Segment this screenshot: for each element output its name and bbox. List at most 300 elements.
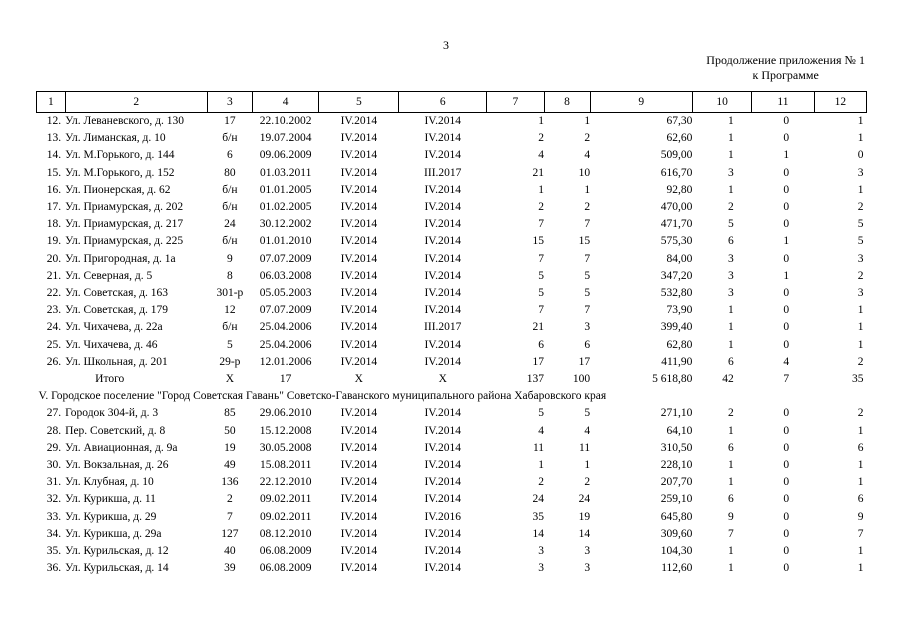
table-cell: 21. [46, 269, 62, 282]
table-cell: 3 [584, 545, 591, 558]
table-cell: Ул. Чихачева, д. 46 [65, 338, 158, 351]
table-cell: IV.2014 [424, 218, 461, 231]
table-cell: 29.06.2010 [259, 407, 312, 420]
table-cell: IV.2014 [424, 132, 461, 145]
table-cell: 1 [857, 183, 864, 196]
table-cell: 30.05.2008 [259, 441, 312, 454]
table-cell: 12 [224, 304, 236, 317]
page-number: 3 [443, 38, 449, 52]
table-cell: IV.2014 [424, 269, 461, 282]
table-cell: 7 [538, 304, 545, 317]
column-header-8: 8 [544, 92, 590, 113]
table-cell: 0 [783, 218, 790, 231]
table-cell: 17 [224, 115, 236, 127]
table-cell: IV.2014 [424, 304, 461, 317]
table-cell: 1 [584, 115, 591, 127]
total-row [37, 371, 867, 388]
table-cell: 07.07.2009 [259, 252, 312, 265]
table-cell: 301-р [216, 287, 244, 300]
table-cell: 228,10 [660, 459, 693, 472]
table-cell: IV.2014 [340, 476, 378, 489]
table-cell: 9 [728, 510, 734, 523]
table-cell: 509,00 [660, 149, 693, 162]
table-cell: б/н [222, 132, 238, 145]
column-header-12: 12 [814, 92, 866, 113]
table-cell: Х [354, 373, 363, 386]
table-cell: IV.2014 [424, 252, 461, 265]
table-row [37, 130, 867, 147]
table-cell: IV.2014 [424, 493, 461, 506]
table-cell: IV.2014 [424, 183, 461, 196]
table-cell: 309,60 [660, 527, 693, 540]
table-cell: 7 [227, 510, 233, 523]
table-cell: 1 [783, 269, 790, 282]
table-cell: 5 [857, 218, 864, 231]
table-cell: 0 [783, 115, 790, 127]
table-cell: 6 [857, 441, 864, 454]
table-cell: 0 [783, 132, 790, 145]
table-cell: 3 [728, 252, 734, 265]
table-cell: IV.2014 [424, 562, 461, 575]
table-cell: Ул. Лиманская, д. 10 [65, 132, 166, 145]
table-cell: 13. [46, 132, 62, 145]
table-cell: 6 [584, 338, 591, 351]
table-cell: 36. [46, 562, 62, 575]
column-header-10: 10 [692, 92, 751, 113]
table-cell: 104,30 [660, 545, 693, 558]
table-cell: 471,70 [660, 218, 693, 231]
table-cell: 62,80 [666, 338, 693, 351]
table-row [37, 182, 867, 199]
table-row [37, 216, 867, 233]
table-cell: 7 [538, 218, 545, 231]
table-cell: Ул. Приамурская, д. 225 [65, 235, 184, 248]
table-cell: 30. [46, 459, 62, 472]
table-cell: 2 [538, 476, 545, 489]
table-cell: Ул. Пригородная, д. 1а [65, 252, 176, 265]
table-cell: б/н [222, 201, 238, 214]
table-cell: 01.02.2005 [259, 201, 312, 214]
table-cell: 01.01.2005 [259, 183, 312, 196]
table-cell: Ул. Курикша, д. 29 [65, 510, 157, 523]
table-cell: 14. [46, 149, 62, 162]
column-header-9: 9 [590, 92, 692, 113]
table-row [37, 285, 867, 302]
table-cell: 1 [857, 304, 864, 317]
table-cell: Ул. Советская, д. 179 [65, 304, 169, 317]
table-cell: 1 [857, 321, 864, 334]
table-cell: Ул. Советская, д. 163 [65, 287, 169, 300]
table-cell: IV.2014 [340, 201, 378, 214]
table-cell: Ул. Курикша, д. 29а [65, 527, 162, 540]
table-cell: 1 [728, 476, 734, 489]
table-cell: IV.2014 [424, 338, 461, 351]
table-cell: 1 [728, 562, 734, 575]
table-cell: 24. [46, 321, 62, 334]
table-cell: 22.10.2002 [259, 115, 312, 127]
table-body [37, 113, 867, 578]
table-cell: 2 [227, 493, 233, 506]
table-cell: 2 [584, 476, 591, 489]
table-cell: 35. [46, 545, 62, 558]
table-cell: Городок 304-й, д. 3 [65, 407, 159, 420]
table-cell: IV.2014 [340, 338, 378, 351]
column-header-2: 2 [65, 92, 207, 113]
table-cell: 14 [532, 527, 545, 540]
table-cell: 2 [728, 407, 734, 420]
table-cell: 645,80 [660, 510, 693, 523]
section-row [37, 388, 867, 405]
table-cell: IV.2014 [424, 424, 461, 437]
table-cell: б/н [222, 235, 238, 248]
table-cell: 28. [46, 424, 62, 437]
table-cell: 40 [224, 545, 236, 558]
table-cell: 17 [532, 355, 545, 368]
table-cell: 32. [46, 493, 62, 506]
table-cell: 09.02.2011 [260, 510, 312, 523]
table-cell: 1 [857, 459, 864, 472]
table-cell: 30.12.2002 [259, 218, 312, 231]
column-header-4: 4 [252, 92, 319, 113]
table-cell: 0 [783, 424, 790, 437]
table-cell: 5 [584, 407, 591, 420]
table-cell: Ул. Леваневского, д. 130 [65, 115, 184, 127]
table-cell: 27. [46, 407, 62, 420]
table-cell: 80 [224, 166, 236, 179]
table-cell: 15.08.2011 [260, 459, 312, 472]
table-cell: IV.2014 [340, 321, 378, 334]
table-cell: 16. [46, 183, 62, 196]
table-cell: 15. [46, 166, 62, 179]
table-cell: 100 [572, 373, 591, 386]
table-cell: IV.2014 [340, 287, 378, 300]
table-cell: 1 [728, 338, 734, 351]
table-cell: 7 [857, 527, 864, 540]
column-header-1: 1 [37, 92, 66, 113]
table-cell: 85 [224, 407, 236, 420]
table-cell: 2 [538, 132, 545, 145]
column-header-7: 7 [487, 92, 544, 113]
table-cell: 0 [783, 510, 790, 523]
table-cell: 0 [783, 476, 790, 489]
table-cell: IV.2014 [340, 132, 378, 145]
table-cell: 24 [224, 218, 236, 231]
table-cell: 2 [857, 355, 864, 368]
table-cell: IV.2014 [424, 149, 461, 162]
table-cell: Ул. Клубная, д. 10 [65, 476, 154, 489]
table-cell: 5 [584, 269, 591, 282]
table-cell: 3 [857, 166, 864, 179]
table-cell: IV.2014 [340, 218, 378, 231]
table-cell: 271,10 [660, 407, 693, 420]
table-cell: 1 [538, 459, 545, 472]
table-row [37, 302, 867, 319]
table-cell: 1 [728, 459, 734, 472]
table-cell: 7 [584, 304, 591, 317]
table-cell: 6 [857, 493, 864, 506]
table-cell: IV.2014 [424, 115, 461, 127]
table-cell: 39 [224, 562, 236, 575]
table-cell: 26. [46, 355, 62, 368]
housing-table [36, 91, 867, 577]
table-cell: 1 [857, 476, 864, 489]
table-row [37, 405, 867, 422]
table-cell: 21 [532, 166, 545, 179]
table-cell: 1 [538, 183, 545, 196]
table-cell: 5 [538, 407, 545, 420]
table-cell: 0 [783, 183, 790, 196]
table-cell: 11 [532, 441, 545, 454]
table-cell: IV.2014 [424, 476, 461, 489]
table-row [37, 354, 867, 371]
table-cell: 575,30 [660, 235, 693, 248]
table-cell: 4 [584, 424, 591, 437]
table-row [37, 199, 867, 216]
table-cell: IV.2014 [340, 149, 378, 162]
table-cell: 2 [728, 201, 734, 214]
table-cell: 5 [538, 287, 545, 300]
table-cell: 3 [584, 562, 591, 575]
table-cell: IV.2014 [340, 166, 378, 179]
table-cell: Ул. Приамурская, д. 217 [65, 218, 184, 231]
table-cell: IV.2014 [424, 201, 461, 214]
table-cell: III.2017 [424, 166, 462, 179]
table-cell: IV.2014 [340, 304, 378, 317]
table-cell: 3 [538, 545, 545, 558]
table-cell: 09.02.2011 [260, 493, 312, 506]
table-cell: 1 [783, 149, 790, 162]
table-row [37, 509, 867, 526]
table-cell: 3 [538, 562, 545, 575]
table-cell: 7 [584, 252, 591, 265]
table-cell: 4 [584, 149, 591, 162]
table-cell: 0 [857, 149, 864, 162]
table-cell: 4 [783, 355, 790, 368]
table-cell: Ул. Школьная, д. 201 [65, 355, 168, 368]
table-cell: 06.03.2008 [259, 269, 312, 282]
table-cell: 35 [852, 373, 864, 386]
table-cell: 15 [578, 235, 591, 248]
table-cell: IV.2014 [340, 510, 378, 523]
table-cell: IV.2014 [340, 459, 378, 472]
table-row [37, 440, 867, 457]
table-cell: 0 [783, 527, 790, 540]
table-row [37, 543, 867, 560]
table-cell: 35 [532, 510, 545, 523]
table-cell: 0 [783, 252, 790, 265]
table-cell: 0 [783, 545, 790, 558]
table-cell: 84,00 [666, 252, 693, 265]
table-cell: 0 [783, 201, 790, 214]
table-cell: Ул. М.Горького, д. 144 [65, 149, 175, 162]
table-cell: IV.2014 [424, 235, 461, 248]
table-cell: Х [438, 373, 447, 386]
table-cell: 25. [46, 338, 62, 351]
table-row [37, 337, 867, 354]
table-cell: 20. [46, 252, 62, 265]
table-cell: 411,90 [661, 355, 693, 368]
table-cell: 17. [46, 201, 62, 214]
table-cell: IV.2014 [340, 269, 378, 282]
table-cell: 259,10 [660, 493, 693, 506]
table-cell: 2 [584, 132, 591, 145]
column-header-3: 3 [207, 92, 252, 113]
column-header-11: 11 [752, 92, 814, 113]
section-title: V. Городское поселение "Город Советская Гавань" Советско-Гаванского муниципального района Хабаровского края [38, 390, 607, 403]
table-cell: 207,70 [660, 476, 693, 489]
table-cell: 1 [728, 115, 734, 127]
table-cell: 3 [728, 287, 734, 300]
table-cell: Ул. Приамурская, д. 202 [65, 201, 184, 214]
table-cell: 6 [728, 441, 734, 454]
table-cell: IV.2014 [340, 252, 378, 265]
table-cell: 3 [584, 321, 591, 334]
header-row [37, 92, 867, 113]
table-cell: 05.05.2003 [259, 287, 312, 300]
table-cell: IV.2014 [340, 562, 378, 575]
table-cell: 5 [538, 269, 545, 282]
table-row [37, 423, 867, 440]
table-cell: 9 [227, 252, 233, 265]
table-cell: 136 [221, 476, 239, 489]
table-cell: IV.2014 [340, 493, 378, 506]
table-cell: 1 [783, 235, 790, 248]
table-cell: 8 [227, 269, 233, 282]
table-cell: 7 [584, 218, 591, 231]
table-cell: 1 [857, 424, 864, 437]
table-cell: 22. [46, 287, 62, 300]
table-cell: 532,80 [660, 287, 693, 300]
table-cell: 0 [783, 304, 790, 317]
table-cell: Ул. Курикша, д. 11 [65, 493, 156, 506]
table-cell: 1 [728, 183, 734, 196]
table-cell: 50 [224, 424, 236, 437]
table-cell: 0 [783, 321, 790, 334]
table-row [37, 233, 867, 250]
table-cell: 2 [538, 201, 545, 214]
table-cell: 5 [857, 235, 864, 248]
table-cell: б/н [222, 183, 238, 196]
table-row [37, 526, 867, 543]
table-cell: Ул. Вокзальная, д. 26 [65, 459, 169, 472]
table-cell: IV.2014 [424, 441, 461, 454]
table-cell: 11 [579, 441, 591, 454]
table-cell: 1 [857, 545, 864, 558]
table-cell: 616,70 [660, 166, 693, 179]
table-cell: 33. [46, 510, 62, 523]
table-cell: 19. [46, 235, 62, 248]
table-cell: IV.2014 [424, 545, 461, 558]
table-cell: 19 [224, 441, 236, 454]
table-cell: 3 [857, 287, 864, 300]
table-row [37, 147, 867, 164]
table-cell: 17 [578, 355, 591, 368]
column-header-5: 5 [319, 92, 399, 113]
table-cell: Ул. М.Горького, д. 152 [65, 166, 175, 179]
column-header-6: 6 [399, 92, 487, 113]
table-cell: 12. [46, 115, 62, 127]
table-cell: 14 [578, 527, 591, 540]
table-cell: 4 [538, 424, 545, 437]
table-cell: 7 [728, 527, 734, 540]
table-cell: 12.01.2006 [259, 355, 312, 368]
table-cell: IV.2014 [340, 183, 378, 196]
table-cell: 08.12.2010 [259, 527, 312, 540]
table-cell: 62,60 [666, 132, 693, 145]
table-cell: 1 [584, 459, 591, 472]
table-cell: 24 [578, 493, 591, 506]
table-cell: 5 [584, 287, 591, 300]
table-cell: 73,90 [666, 304, 693, 317]
table-cell [37, 371, 66, 388]
table-cell: 29. [46, 441, 62, 454]
table-cell: 6 [728, 235, 734, 248]
table-cell: 10 [578, 166, 591, 179]
table-cell: 3 [857, 252, 864, 265]
table-cell: б/н [222, 321, 238, 334]
table-cell: III.2017 [424, 321, 462, 334]
table-cell: 0 [783, 287, 790, 300]
table-cell: IV.2014 [424, 355, 461, 368]
table-cell: 6 [728, 493, 734, 506]
table-cell: 19 [578, 510, 591, 523]
table-row [37, 113, 867, 131]
table-cell: 112,60 [661, 562, 693, 575]
table-cell: IV.2014 [340, 407, 378, 420]
table-row [37, 165, 867, 182]
table-cell: 24 [532, 493, 545, 506]
table-cell: Ул. Курильская, д. 14 [65, 562, 169, 575]
table-cell: 127 [221, 527, 239, 540]
table-cell: 06.08.2009 [259, 562, 312, 575]
table-cell: Ул. Авиационная, д. 9а [65, 441, 178, 454]
table-cell: 0 [783, 338, 790, 351]
table-cell: 1 [538, 115, 545, 127]
table-cell: 1 [857, 115, 864, 127]
continuation-line-2: к Программе [752, 68, 819, 82]
table-cell: 9 [857, 510, 864, 523]
table-cell: 1 [728, 304, 734, 317]
table-cell: 0 [783, 562, 790, 575]
table-cell: 49 [224, 459, 236, 472]
table-cell: 15.12.2008 [259, 424, 312, 437]
table-cell: 2 [857, 201, 864, 214]
continuation-line-1: Продолжение приложения № 1 [706, 53, 865, 67]
table-cell: IV.2014 [424, 527, 461, 540]
table-row [37, 560, 867, 577]
table-cell: 1 [728, 424, 734, 437]
table-cell: Ул. Пионерская, д. 62 [65, 183, 171, 196]
table-cell: Пер. Советский, д. 8 [65, 424, 166, 437]
table-cell: Х [225, 373, 235, 386]
table-row [37, 491, 867, 508]
table-cell: Ул. Курильская, д. 12 [65, 545, 169, 558]
table-cell: IV.2014 [340, 527, 378, 540]
table-cell: 7 [783, 373, 790, 386]
table-cell: 2 [857, 407, 864, 420]
table-cell: 1 [857, 562, 864, 575]
table-cell: 5 [227, 338, 233, 351]
table-row [37, 457, 867, 474]
table-cell: 29-р [219, 355, 241, 368]
table-cell: 5 [728, 218, 734, 231]
table-cell: 1 [728, 545, 734, 558]
table-row [37, 319, 867, 336]
table-cell: 0 [783, 407, 790, 420]
table-cell: IV.2014 [340, 355, 378, 368]
table-cell: IV.2014 [424, 459, 461, 472]
table-cell: 399,40 [660, 321, 693, 334]
